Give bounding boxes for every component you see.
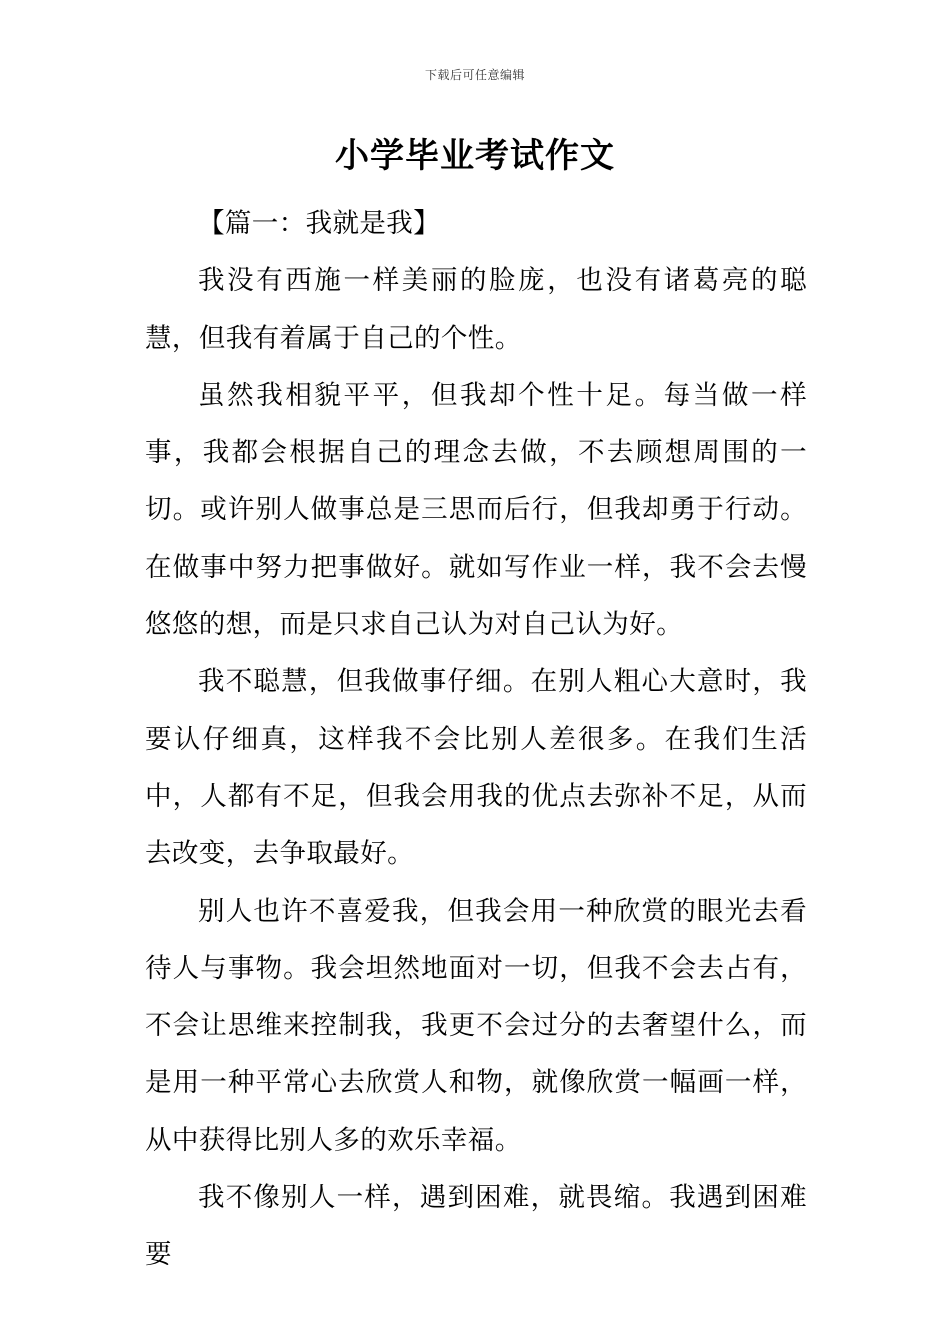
paragraph: 别人也许不喜爱我，但我会用一种欣赏的眼光去看待人与事物。我会坦然地面对一切，但我不会去占有，不会让思维来控制我，我更不会过分的去奢望什么，而是用一种平常心去欣赏人和物，就像欣赏一幅画一样，从中获得比别人多的欢乐幸福。 [145,895,807,1156]
section-heading: 【篇一：我就是我】 [198,208,441,239]
paragraph: 虽然我相貌平平，但我却个性十足。每当做一样事，我都会根据自己的理念去做，不去顾想周围的一切。或许别人做事总是三思而后行，但我却勇于行动。在做事中努力把事做好。就如写作业一样，我不会去慢悠悠的想，而是只求自己认为对自己认为好。 [145,379,807,641]
document-title: 小学毕业考试作文 [335,136,615,176]
document-body [145,195,807,1284]
paragraph: 我没有西施一样美丽的脸庞，也没有诸葛亮的聪慧，但我有着属于自己的个性。 [145,265,807,354]
header-note: 下载后可任意编辑 [424,68,525,82]
paragraph: 我不聪慧，但我做事仔细。在别人粗心大意时，我要认仔细真，这样我不会比别人差很多。在我们生活中，人都有不足，但我会用我的优点去弥补不足，从而去改变，去争取最好。 [145,666,807,870]
paragraph: 我不像别人一样，遇到困难，就畏缩。我遇到困难要 [145,1182,807,1271]
